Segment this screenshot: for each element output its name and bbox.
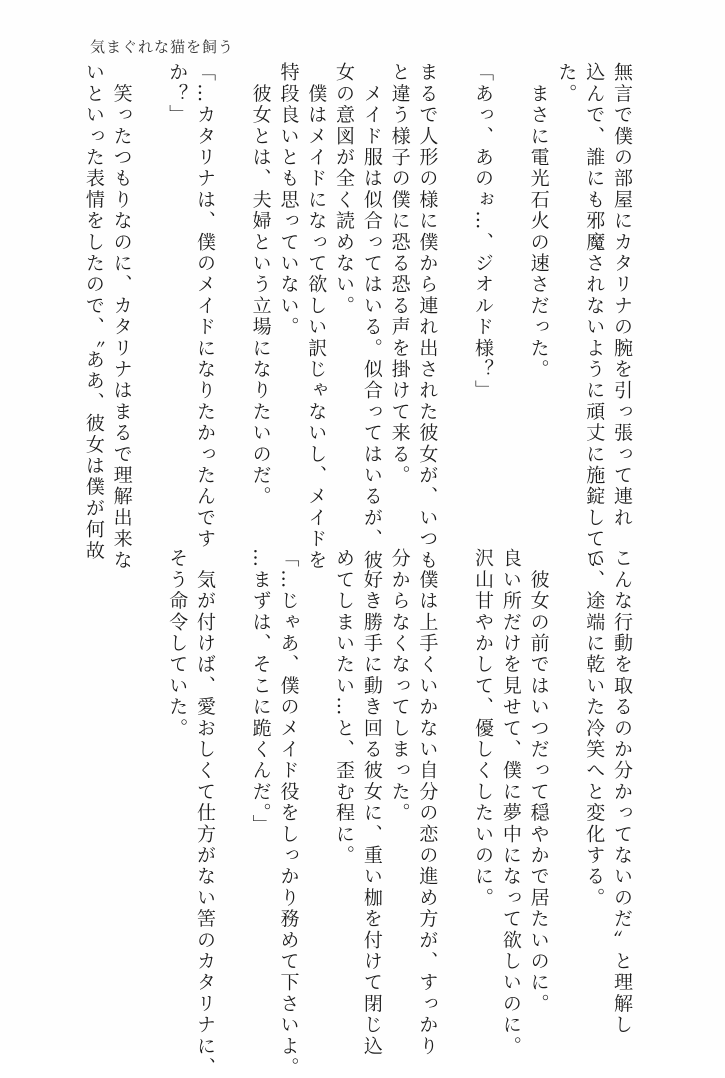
text-line: まさに電光石火の速さだった。 xyxy=(527,62,550,380)
text-line: か？」 xyxy=(166,62,189,126)
blank-line xyxy=(552,548,580,988)
text-line: て、途端に乾いた冷笑へと変化する。 xyxy=(583,548,606,909)
text-line: 女の意図が全く読めない。 xyxy=(333,62,356,317)
text-line: まるで人形の様に僕から連れ出された彼女が、いつも xyxy=(416,62,439,571)
blank-line xyxy=(496,62,524,502)
text-line: 特段良いとも思っていない。 xyxy=(277,62,300,338)
text-line: 彼女とは、夫婦という立場になりたいのだ。 xyxy=(249,62,272,508)
text-line: めてしまいたい…と、歪む程に。 xyxy=(333,548,356,866)
text-line: 僕はメイドになって欲しい訳じゃないし、メイドを xyxy=(305,62,328,571)
text-line: 分からなくなってしまった。 xyxy=(388,548,411,824)
text-line: 良い所だけを見せて、僕に夢中になって欲しいのに。 xyxy=(499,548,522,1057)
text-line: メイド服は似合ってはいる。似合ってはいるが、彼 xyxy=(360,62,383,571)
text-line: 僕は上手くいかない自分の恋の進め方が、すっかり xyxy=(416,548,439,1057)
text-line: 「…カタリナは、僕のメイドになりたかったんです xyxy=(194,62,217,550)
text-line: そう命令していた。 xyxy=(166,548,189,739)
text-line: …まずは、そこに跪くんだ。」 xyxy=(249,548,272,836)
text-line: 沢山甘やかして、優しくしたいのに。 xyxy=(472,548,495,909)
blank-line xyxy=(218,548,246,988)
text-line: 込んで、誰にも邪魔されないように頑丈に施錠してい xyxy=(583,62,606,571)
running-head: 気まぐれな猫を飼う xyxy=(90,38,235,56)
text-block-top xyxy=(79,62,635,571)
text-line: 無言で僕の部屋にカタリナの腕を引っ張って連れ xyxy=(611,62,633,529)
blank-line xyxy=(301,548,329,988)
text-line: こんな行動を取るのか分かってないのだ〟と理解し xyxy=(611,548,633,1036)
text-line: いといった表情をしたので、〝ああ、彼女は僕が何故 xyxy=(82,62,105,562)
blank-line xyxy=(440,548,468,988)
text-line: 好き勝手に動き回る彼女に、重い枷を付けて閉じ込 xyxy=(360,548,383,1057)
text-line: と違う様子の僕に恐る恐る声を掛けて来る。 xyxy=(388,62,411,486)
text-line: 気が付けば、愛おしくて仕方がない筈のカタリナに、 xyxy=(194,548,217,1078)
blank-line xyxy=(135,62,163,502)
text-block-bottom xyxy=(162,548,635,1078)
text-line: 笑ったつもりなのに、カタリナはまるで理解出来な xyxy=(110,62,133,571)
blank-line xyxy=(218,62,246,502)
text-line: 彼女の前ではいつだって穏やかで居たいのに。 xyxy=(527,548,550,1015)
text-line: た。 xyxy=(555,62,578,105)
text-line: 「あっ、あのぉ…、ジオルド様？」 xyxy=(472,62,495,402)
text-line: 「…じゃあ、僕のメイド役をしっかり務めて下さいよ。 xyxy=(277,548,300,1078)
blank-line xyxy=(440,62,468,502)
